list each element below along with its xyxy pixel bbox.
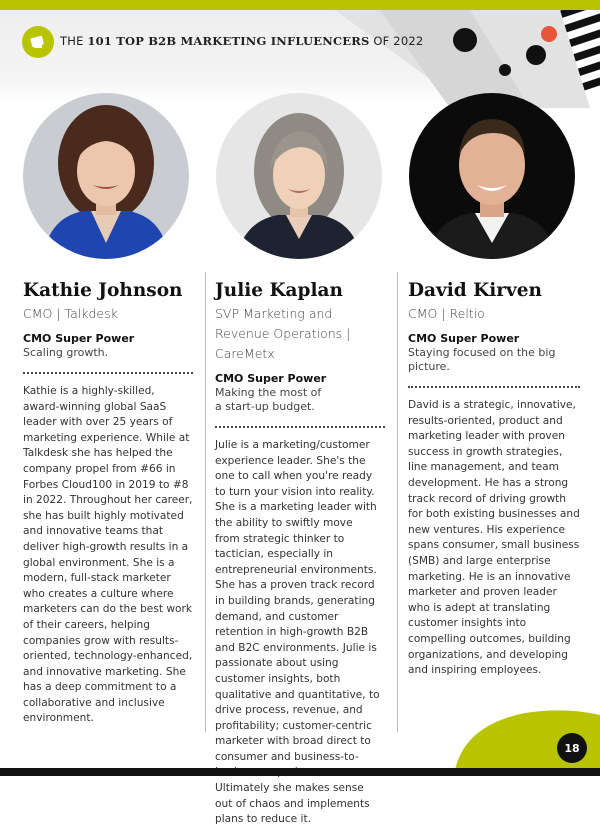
bottom-bar [0, 768, 600, 776]
page-header-title: THE 101 TOP B2B MARKETING INFLUENCERS OF 2022 [60, 34, 424, 48]
person-bio: Julie is a marketing/customer experience leader. She's the one to call when you're ready to turn your vision into reality. She is a marketing leader with the ability to swiftly move from strategic thinker to tactician, especially in entrepreneurial environments. She has a proven track record in building brands, generating demand, and customer retention in high-growth B2B and B2C environments. Julie is passionate about using customer insights, both qualitative and quantitative, to drive process, revenue, and profitability; customer-centric marketer with broad direct to consumer and business-to- Ultimately she makes sense out of chaos and implements plans to reduce it. [215, 439, 380, 826]
superpower-text: Making the most of a start-up budget. [215, 386, 322, 413]
dot-large [453, 28, 477, 52]
superpower-text: Staying focused on the big picture. [408, 346, 556, 373]
dotted-divider [215, 426, 385, 428]
person-name: Kathie Johnson [23, 280, 183, 301]
superpower-text: Scaling growth. [23, 346, 109, 359]
superpower-label: CMO Super Power [215, 372, 327, 385]
person-name: Julie Kaplan [215, 280, 343, 301]
person-name: David Kirven [408, 280, 543, 301]
profile-julie-kaplan [215, 280, 385, 828]
person-role: CMO | Reltio [408, 306, 485, 321]
person-bio: Kathie is a highly-skilled, award-winning global SaaS leader with over 25 years of marketing experience. While at Talkdesk she has helped the company propel from #66 in Forbes Cloud100 in 2019 to #8 in 2022. Throughout her career, she has built highly motivated and innovative teams that deliver high-growth results in a global environment. She is a modern, full-stack marketer who creates a culture where marketers can do the best work of their careers, helping companies grow with results-oriented, technology-enhanced, and innovative marketing. She has a deep commitment to a collaborative and inclusive environment. [23, 385, 193, 725]
superpower-label: CMO Super Power [408, 332, 520, 345]
photo-david-kirven [409, 93, 575, 259]
column-divider-1 [205, 272, 206, 732]
column-divider-2 [397, 272, 398, 732]
profile-kathie-johnson [23, 280, 193, 727]
profile-david-kirven [408, 280, 580, 679]
dot-small [499, 64, 511, 76]
dot-medium [526, 45, 546, 65]
page-number-badge: 18 [557, 733, 587, 763]
magazine-logo-icon [22, 26, 54, 58]
person-role: SVP Marketing and Revenue Operations | CareMetx [215, 306, 351, 361]
superpower-label: CMO Super Power [23, 332, 135, 345]
photo-julie-kaplan [216, 93, 382, 259]
person-role: CMO | Talkdesk [23, 306, 118, 321]
dotted-divider [408, 386, 580, 388]
person-bio: David is a strategic, innovative, results-oriented, product and marketing leader with proven success in growth strategies, line management, and team development. He has a strong track record of driving growth for both existing businesses and new ventures. His experience spans consumer, small business (SMB) and large enterprise marketing. He is an innovative marketer and proven leader who is adept at translating customer insights into compelling outcomes, building organizations, and developing and inspiring employees. [408, 399, 580, 677]
dot-orange [541, 26, 557, 42]
photo-kathie-johnson [23, 93, 189, 259]
dotted-divider [23, 372, 193, 374]
